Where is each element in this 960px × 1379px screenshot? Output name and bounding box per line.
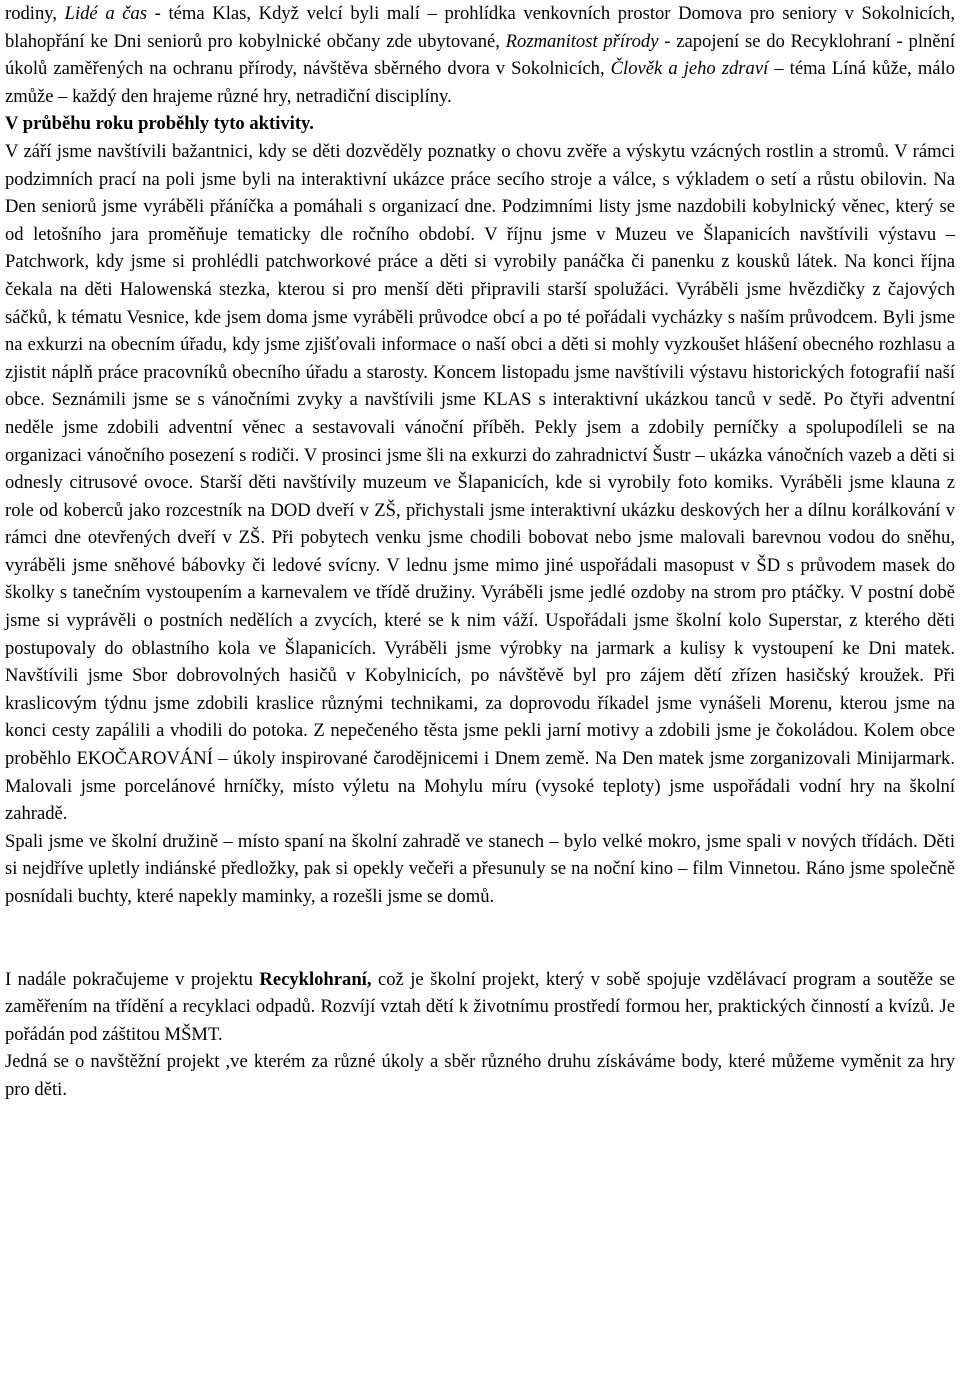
- paragraph-recycling-project: [5, 966, 955, 1049]
- paragraph-sleepover: Spali jsme ve školní družině – místo spaní na školní zahradě ve stanech – bylo velké mokro, jsme spali v nových třídách. Děti si nejdříve upletly indiánské předložky, pak si opekly večeři a přesunuly se na noční kino – film Vinnetou. Ráno jsme společně posnídali buchty, které napekly maminky, a rozešli jsme se domů.: [5, 830, 955, 907]
- text-run: - zapojení se do Recyklohraní - plnění úkolů zaměřených na ochranu přírody, návštěva sběrného dvora v Sokolnicích,: [5, 30, 955, 80]
- italic-topic-people-time: Lidé a čas: [64, 3, 148, 24]
- italic-topic-nature: Rozmanitost přírody: [505, 30, 659, 52]
- paragraph-project-points: Jedná se o navštěžní projekt ,ve kterém za různé úkoly a sběr různého druhu získáváme body, které můžeme vyměnit za hry pro děti.: [5, 1051, 955, 1100]
- document-page: [5, 0, 955, 1104]
- text-run: rodiny,: [5, 3, 65, 24]
- bold-project-name: Recyklohraní,: [259, 968, 372, 990]
- paragraph-activities: V září jsme navštívili bažantnici, kdy se děti dozvěděly poznatky o chovu zvěře a výskytu vzácných rostlin a stromů. V rámci podzimních prací na poli jsme byli na interaktivní ukázce práce secího stroje a válce, s výkladem o setí a růstu obilovin. Na Den seniorů jsme vyráběli přáníčka a pomáhali s organizací dne. Podzimními listy jsme nazdobili kobylnický věnec, který se od letošního jara proměňuje tematicky dle ročního období. V říjnu jsme v Muzeu ve Šlapanicích navštívili výstavu – Patchwork, kdy jsme si prohlédli patchworkové práce a děti si vyrobily panáčka či panenku z kousků látek. Na konci října čekala na děti Halowenská stezka, kterou si pro menší děti připravili starší spolužáci. Vyráběli jsme hvězdičky z čajových sáčků, k tématu Vesnice, kde jsem doma jsme vyráběli průvodce obcí a po té pořádali vycházky s naším průvodcem. Byli jsme na exkurzi na obecním úřadu, kdy jsme zjišťovali informace o naší obci a děti si mohly vyzkoušet hlášení obecného rozhlasu a zjistit náplň práce pracovníků obecního úřadu a starosty. Koncem listopadu jsme navštívili výstavu historických fotografií naší obce. Seznámili jsme se s vánočními zvyky a navštívili jsme KLAS s interaktivní ukázkou tanců v sedě. Po čtyři adventní neděle jsme zdobili adventní věnec a sestavovali vánoční příběh. Pekly jsem a zdobily perníčky a spolupodíleli se na organizaci vánočního posezení s rodiči. V prosinci jsme šli na exkurzi do zahradnictví Šustr – ukázka vánočních vazeb a děti si odnesly citrusové ovoce. Starší děti navštívily muzeum ve Šlapanicích, kde si vyrobily foto komiks. Vyráběli jsme klauna z role od koberců jako rozcestník na DOD dveří v ZŠ, přichystali jsme interaktivní ukázku deskových her a dílnu korálkování v rámci dne otevřených dveří v ZŠ. Při pobytech venku jsme chodili bobovat nebo jsme malovali barevnou vodou do sněhu, vyráběli jsme sněhové bábovky či ledové svícny. V lednu jsme mimo jiné uspořádali masopust v ŠD s průvodem masek do školky s tanečním vystoupením a karnevalem ve třídě družiny. Vyráběli jsme jedlé ozdoby na strom pro ptáčky. V postní době jsme si vyprávěli o postních nedělích a zvycích, které se k nim váží. Uspořádali jsme školní kolo Superstar, z kterého děti postupovaly do oblastního kola ve Šlapanicích. Vyráběli jsme výrobky na jarmark a kulisy k vystoupení ke Dni matek. Navštívili jsme Sbor dobrovolných hasičů v Kobylnicích, po návštěvě byl pro zájem dětí zřízen hasičský kroužek. Při kraslicovým týdnu jsme zdobili kraslice různými technikami, za doprovodu říkadel jsme vynášeli Morenu, kterou jsme na konci cesty zapálili a vhodili do potoka. Z nepečeného těsta jsme pekli jarní motivy a zdobili jsme je čokoládou. Kolem obce proběhlo EKOČAROVÁNÍ – úkoly inspirované čarodějnicemi i Dnem země. Na Den matek jsme zorganizovali Minijarmark. Malovali jsme porcelánové hrníčky, místo výletu na Mohylu míru (vysoké teploty) jsme uspořádali vodní hry na školní zahradě.: [5, 140, 955, 825]
- text-run: – téma Líná kůže, málo zmůže – každý den hrajeme různé hry, netradiční disciplíny.: [5, 58, 955, 107]
- italic-topic-health: Člověk a jeho zdraví: [610, 58, 769, 80]
- text-run: - téma Klas, Když velcí byli malí – prohlídka venkovních prostor Domova pro seniory v Sokolnicích, blahopřání ke Dni seniorů pro kobylnické občany zde ubytované,: [5, 3, 955, 52]
- paragraph-intro: [5, 0, 955, 110]
- text-run: I nadále pokračujeme v projektu: [5, 968, 260, 990]
- paragraph-spacer: [5, 911, 955, 966]
- text-run: což je školní projekt, který v sobě spojuje vzdělávací program a soutěže se zaměřením na třídění a recyklaci odpadů. Rozvíjí vztah dětí k životnímu prostředí formou her, praktických činností a kvízů. Je pořádán pod záštitou MŠMT.: [5, 968, 955, 1045]
- section-heading: V průběhu roku proběhly tyto aktivity.: [5, 113, 314, 135]
